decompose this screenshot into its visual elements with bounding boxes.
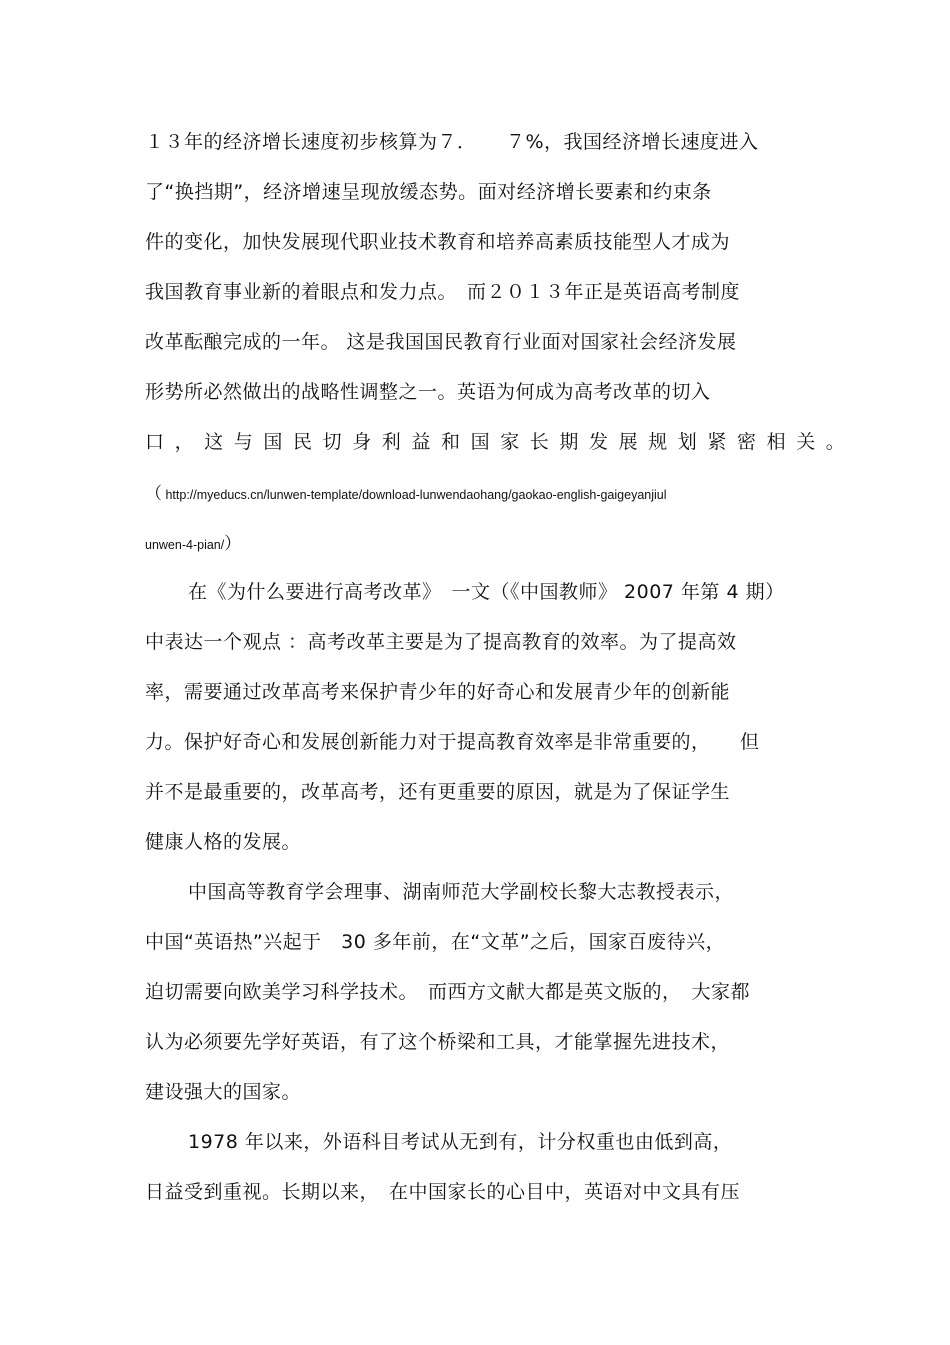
paragraph-line: 口，这与国民切身利益和国家长期发展规划紧密相关。 [145, 431, 856, 453]
paragraph-line: 并不是最重要的，改革高考，还有更重要的原因，就是为了保证学生 [145, 781, 731, 803]
paragraph-line: 件的变化，加快发展现代职业技术教育和培养高素质技能型人才成为 [145, 231, 731, 253]
url-text[interactable]: unwen-4-pian/ [145, 538, 225, 552]
paragraph-line: 迫切需要向欧美学习科学技术。 而西方文献大都是英文版的， 大家都 [145, 981, 751, 1003]
paragraph-line: 中国“英语热”兴起于 30 多年前，在“文革”之后，国家百废待兴， [145, 931, 726, 953]
open-paren: （ [145, 484, 162, 504]
paragraph-line: 我国教育事业新的着眼点和发力点。 而２０１３年正是英语高考制度 [145, 281, 741, 303]
paragraph-line: 认为必须要先学好英语，有了这个桥梁和工具，才能掌握先进技术， [145, 1031, 731, 1053]
paragraph-line: 建设强大的国家。 [145, 1081, 302, 1103]
paragraph-line: 日益受到重视。长期以来， 在中国家长的心目中，英语对中文具有压 [145, 1181, 741, 1203]
close-paren: ） [224, 534, 242, 554]
paragraph-line: 率，需要通过改革高考来保护青少年的好奇心和发展青少年的创新能 [145, 681, 731, 703]
paragraph-line: 改革酝酿完成的一年。 这是我国国民教育行业面对国家社会经济发展 [145, 331, 737, 353]
paragraph-line: 形势所必然做出的战略性调整之一。英语为何成为高考改革的切入 [145, 381, 711, 403]
url-text[interactable]: http://myeducs.cn/lunwen-template/download-lunwendaohang/gaokao-english-gaigeyanjiul [165, 488, 667, 502]
url-line [145, 482, 667, 507]
paragraph-line: 在《为什么要进行高考改革》 一文（《中国教师》 2007 年第 4 期） [188, 581, 785, 603]
paragraph-line: １３年的经济增长速度初步核算为７． ７%，我国经济增长速度进入 [145, 131, 759, 153]
paragraph-line: 健康人格的发展。 [145, 831, 302, 853]
url-line [145, 532, 241, 557]
paragraph-line: 力。保护好奇心和发展创新能力对于提高教育效率是非常重要的， 但 [145, 731, 760, 753]
paragraph-line: 中表达一个观点 ：高考改革主要是为了提高教育的效率。为了提高效 [145, 631, 737, 653]
paragraph-line: 了“换挡期”，经济增速呈现放缓态势。面对经济增长要素和约束条 [145, 181, 712, 203]
paragraph-line: 中国高等教育学会理事、湖南师范大学副校长黎大志教授表示， [188, 881, 735, 903]
paragraph-line: 1978 年以来，外语科目考试从无到有，计分权重也由低到高， [188, 1131, 733, 1153]
